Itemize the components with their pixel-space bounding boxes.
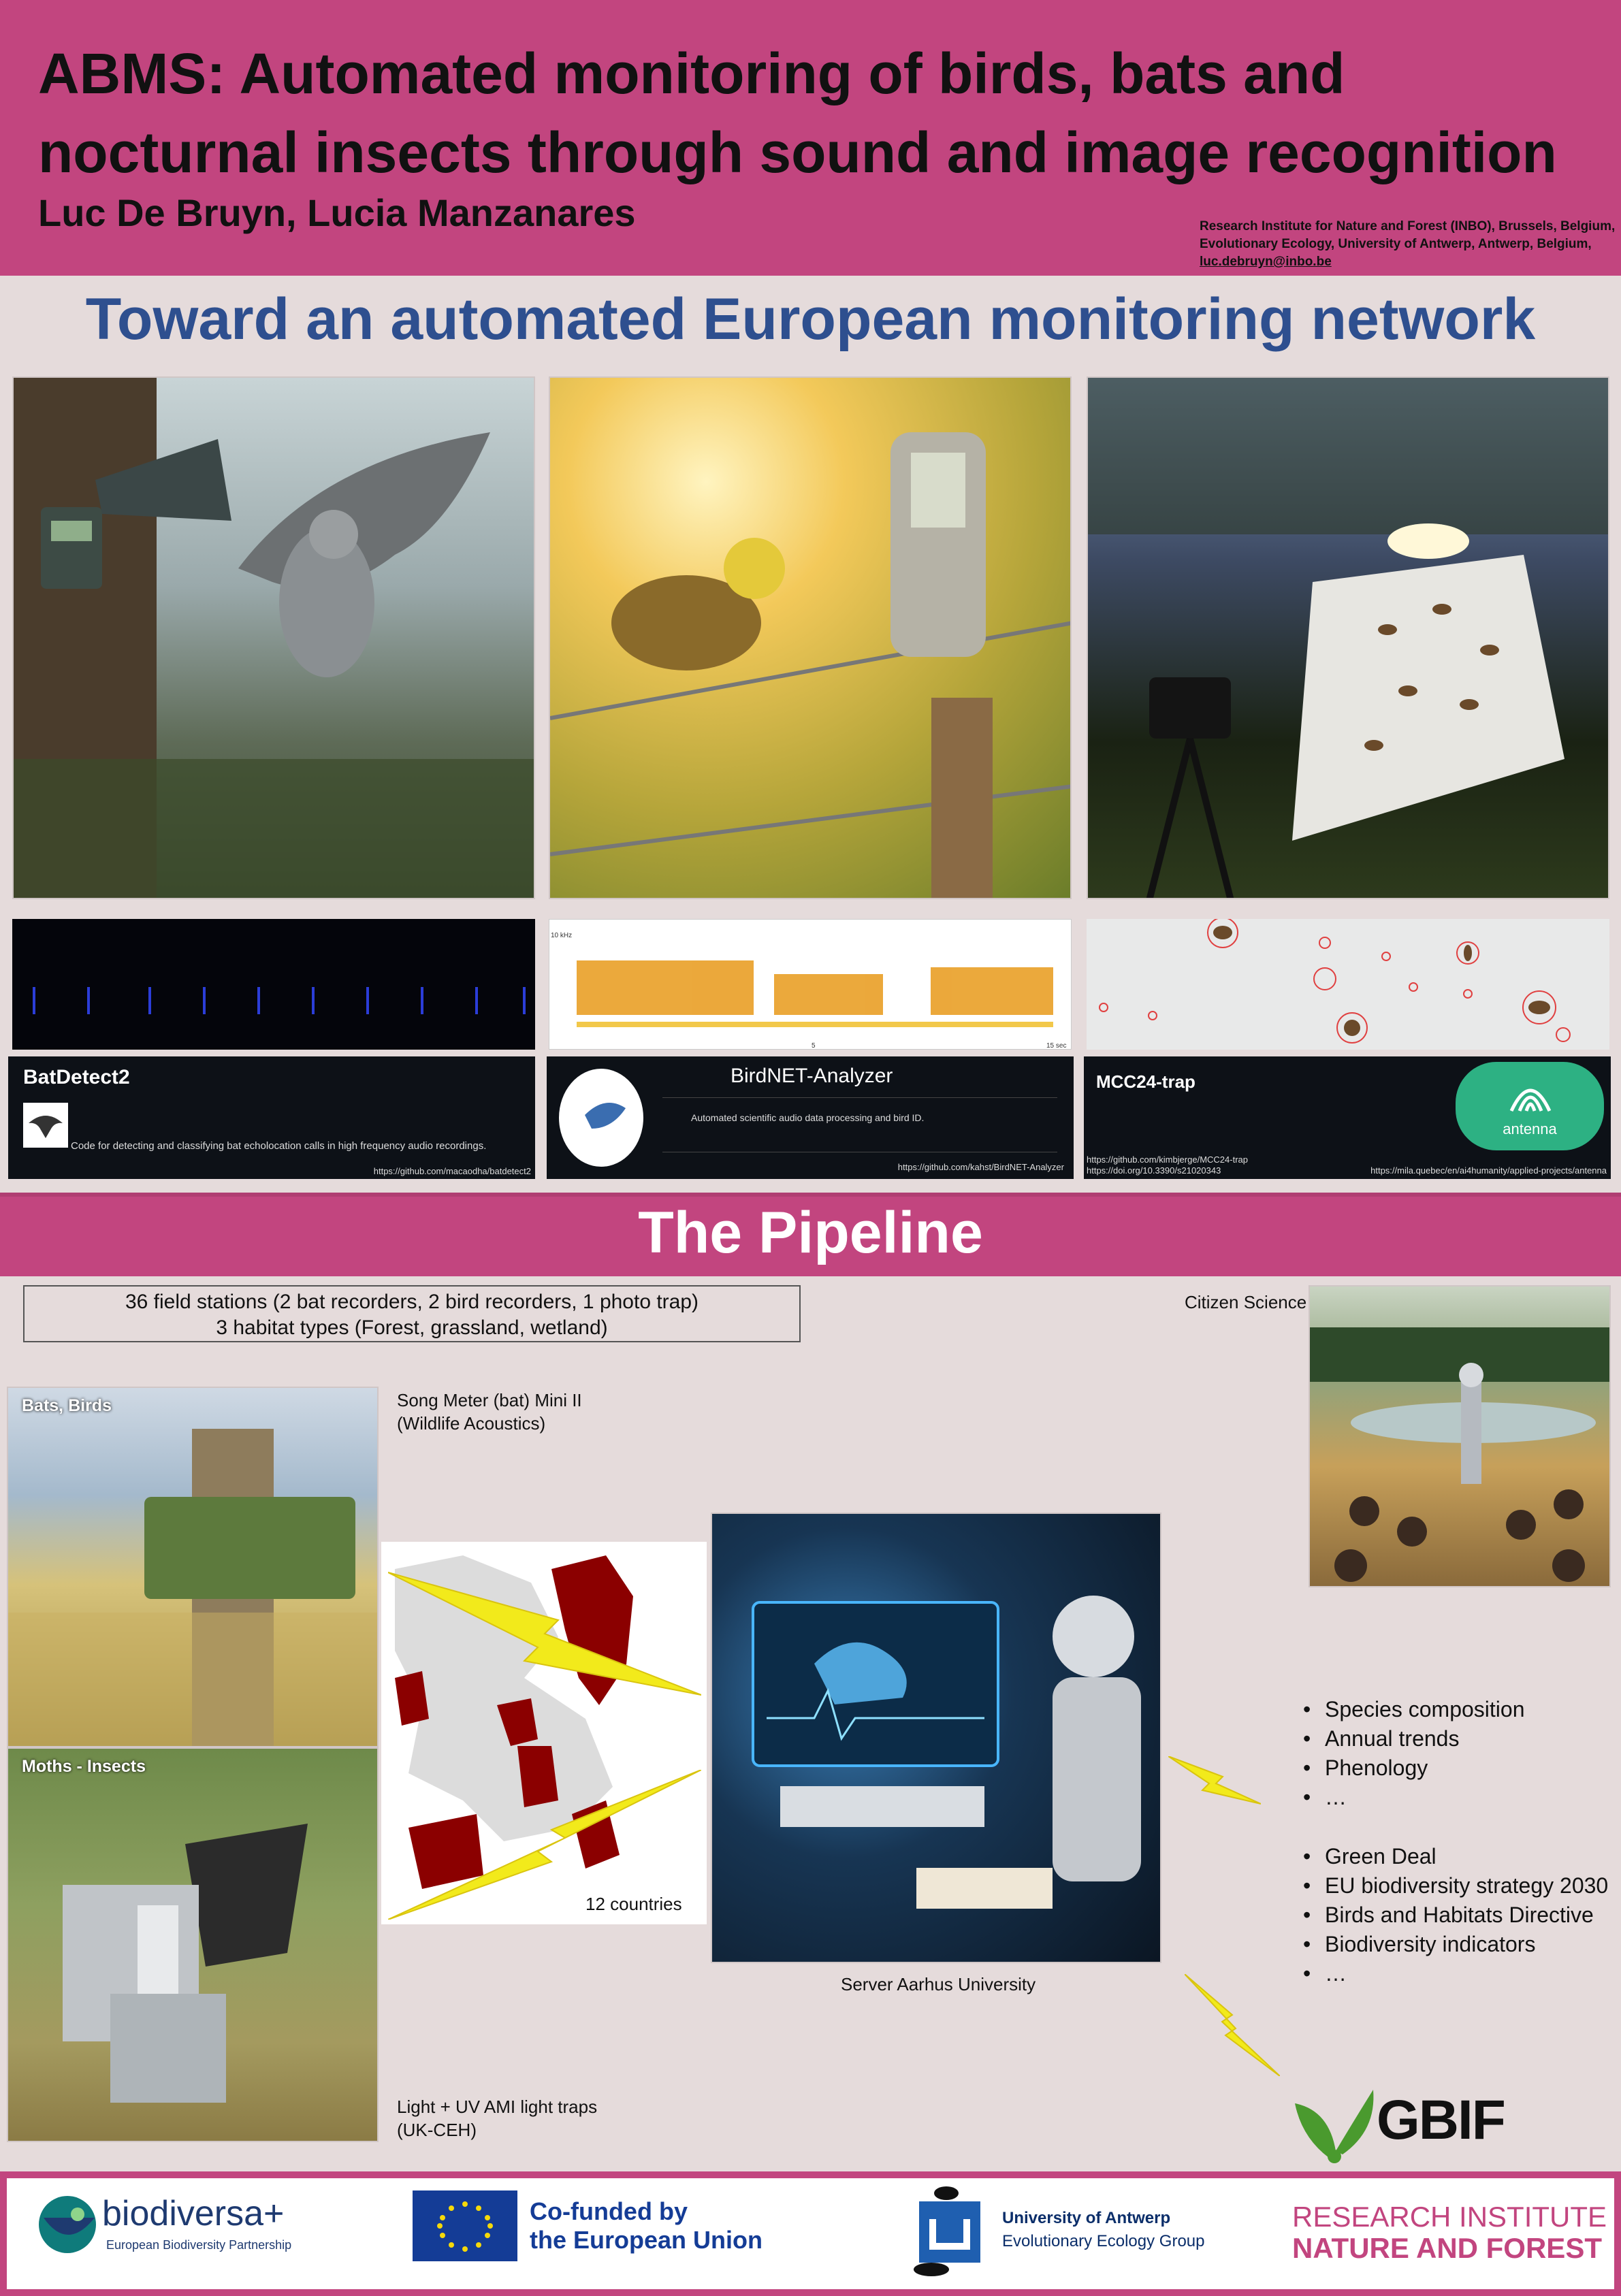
tool-url[interactable]: https://github.com/macaodha/batdetect2 (373, 1166, 531, 1176)
server-ai-photo (711, 1513, 1161, 1963)
axis-label: 15 sec (1046, 1042, 1067, 1050)
field-recorder-photo (7, 1387, 379, 1747)
tool-url[interactable]: https://github.com/kahst/BirdNET-Analyzer (897, 1162, 1064, 1172)
lightning-bolt-icon (1185, 1974, 1280, 2076)
section-heading-pipeline: The Pipeline (638, 1200, 983, 1265)
tool-description: Code for detecting and classifying bat echolocation calls in high frequency audio recordings. (71, 1140, 487, 1152)
antenna-logo (1456, 1062, 1604, 1150)
bird-recorder-photo (549, 376, 1072, 899)
eu-line: Co-funded by (530, 2197, 688, 2225)
batdetect2-banner[interactable] (8, 1056, 535, 1179)
photo-label: Moths - Insects (22, 1757, 146, 1776)
university-antwerp-text (1002, 2207, 1205, 2253)
map-label: 12 countries (585, 1894, 682, 1914)
field-stations-box (23, 1285, 801, 1342)
citizen-science-photo (1309, 1285, 1611, 1587)
bat-logo-icon (23, 1103, 68, 1148)
biodiversa-tagline: European Biodiversity Partnership (106, 2238, 292, 2252)
university-antwerp-logo-icon (905, 2185, 1001, 2280)
policy-list (1300, 1842, 1608, 1988)
light-trap-label (397, 2095, 597, 2141)
affiliations (1200, 218, 1615, 271)
leaf-icon (1288, 2076, 1377, 2165)
bat-recorder-photo (12, 376, 535, 899)
list-item: • EU biodiversity strategy 2030 (1300, 1871, 1608, 1901)
list-item: • … (1300, 1959, 1608, 1988)
gbif-text: GBIF (1377, 2089, 1505, 2151)
light-trap-photo (7, 1747, 379, 2142)
affiliation-line: Research Institute for Nature and Forest (INBO), Brussels, Belgium, (1200, 219, 1616, 233)
authors: Luc De Bruyn, Lucia Manzanares (38, 191, 636, 234)
list-item: • Birds and Habitats Directive (1300, 1901, 1608, 1930)
device-name: Light + UV AMI light traps (397, 2097, 598, 2117)
list-item: • … (1300, 1783, 1524, 1812)
tool-name: MCC24-trap (1096, 1071, 1195, 1092)
device-name: Song Meter (bat) Mini II (397, 1390, 582, 1410)
tool-name: BatDetect2 (23, 1066, 130, 1088)
inbo-logo-text (1292, 2201, 1607, 2264)
eu-cofunded-text (530, 2197, 763, 2254)
tool-description: Automated scientific audio data processing and bird ID. (691, 1112, 925, 1123)
tool-url[interactable]: https://github.com/kimbjerge/MCC24-trap (1087, 1154, 1248, 1165)
list-item: • Green Deal (1300, 1842, 1608, 1871)
list-item: • Phenology (1300, 1753, 1524, 1783)
axis-label: 5 (812, 1042, 816, 1050)
antenna-icon (1506, 1073, 1555, 1114)
ua-line: University of Antwerp (1002, 2209, 1171, 2227)
bird-spectrogram (549, 919, 1072, 1050)
device-maker: (Wildlife Acoustics) (397, 1413, 546, 1434)
footer-logos (0, 2171, 1621, 2296)
axis-label: 10 kHz (551, 932, 573, 939)
habitat-line: 3 habitat types (Forest, grassland, wetland) (216, 1316, 608, 1339)
ua-line: Evolutionary Ecology Group (1002, 2232, 1205, 2250)
server-label: Server Aarhus University (841, 1974, 1036, 1994)
tool-name: BirdNET-Analyzer (731, 1065, 893, 1087)
divider (662, 1097, 1057, 1098)
biodiversa-logo-icon (37, 2190, 98, 2259)
bat-illustration (14, 378, 535, 899)
mcc24-banner[interactable] (1084, 1056, 1611, 1179)
device-maker: (UK-CEH) (397, 2120, 477, 2140)
outputs-list (1300, 1695, 1524, 1812)
moth-illustration (1088, 378, 1609, 899)
birdnet-banner[interactable] (547, 1056, 1074, 1179)
lightning-bolt-icon (1168, 1756, 1261, 1805)
biodiversa-name: biodiversa+ (102, 2194, 285, 2233)
inbo-line: NATURE AND FOREST (1292, 2232, 1602, 2264)
poster-title: ABMS: Automated monitoring of birds, bats and nocturnal insects through sound and image recognition (38, 42, 1557, 184)
gbif-logo (1288, 2076, 1520, 2165)
tool-url[interactable]: https://doi.org/10.3390/s21020343 (1087, 1165, 1221, 1176)
song-meter-label (397, 1389, 582, 1435)
photo-label: Bats, Birds (22, 1396, 112, 1415)
stations-line: 36 field stations (2 bat recorders, 2 bird recorders, 1 photo trap) (125, 1291, 699, 1313)
bird-illustration (550, 378, 1072, 899)
inbo-line: RESEARCH INSTITUTE (1292, 2201, 1607, 2233)
list-item: • Biodiversity indicators (1300, 1930, 1608, 1959)
birdnet-logo-icon (558, 1067, 645, 1168)
antenna-logo-text: antenna (1503, 1120, 1557, 1137)
tool-url[interactable]: https://mila.quebec/en/ai4humanity/applied-projects/antenna (1370, 1165, 1607, 1176)
moth-trap-photo (1087, 376, 1609, 899)
list-item: • Species composition (1300, 1695, 1524, 1724)
list-item: • Annual trends (1300, 1724, 1524, 1753)
eu-flag-icon (413, 2190, 517, 2261)
affiliation-line: Evolutionary Ecology, University of Antwerp, Antwerp, Belgium, (1200, 237, 1592, 251)
email-link[interactable]: luc.debruyn@inbo.be (1200, 255, 1332, 269)
citizen-science-label: Citizen Science (1185, 1292, 1307, 1312)
section-heading-network: Toward an automated European monitoring network (85, 287, 1536, 352)
lightning-bolt-icon (388, 1559, 701, 1709)
moth-detection-image (1087, 919, 1609, 1050)
eu-line: the European Union (530, 2226, 763, 2254)
bat-spectrogram (12, 919, 535, 1050)
